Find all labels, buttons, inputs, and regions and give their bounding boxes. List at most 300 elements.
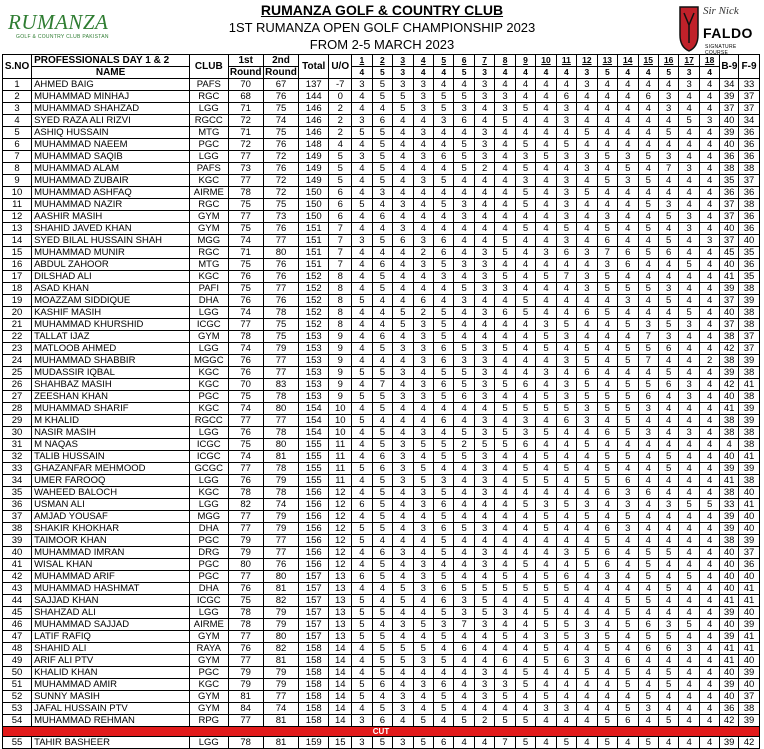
hole-score: 4	[393, 247, 413, 259]
table-row	[3, 343, 760, 355]
table-row	[3, 235, 760, 247]
hole-score: 4	[433, 427, 453, 439]
hole-score: 4	[454, 511, 474, 523]
table-row	[3, 307, 760, 319]
hole-score: 3	[474, 79, 494, 91]
round1-score: 78	[228, 487, 263, 499]
hole-score: 3	[658, 199, 678, 211]
hole-score: 6	[638, 619, 658, 631]
row-sno: 22	[3, 331, 32, 343]
hole-score: 4	[433, 127, 453, 139]
hole-par: 5	[372, 67, 392, 79]
hole-score: 3	[393, 737, 413, 749]
hole-score: 3	[474, 247, 494, 259]
table-row	[3, 91, 760, 103]
hole-score: 4	[536, 463, 556, 475]
player-club: KGC	[190, 679, 228, 691]
table-row	[3, 667, 760, 679]
hole-score: 5	[597, 271, 617, 283]
b9-score: 37	[720, 103, 739, 115]
hole-score: 6	[556, 655, 576, 667]
hole-score: 4	[699, 679, 719, 691]
player-club: GYM	[190, 691, 228, 703]
player-name: TAIMOOR KHAN	[32, 535, 190, 547]
round1-score: 82	[228, 499, 263, 511]
hole-score: 4	[658, 415, 678, 427]
hole-score: 3	[577, 631, 597, 643]
b9-score: 41	[720, 643, 739, 655]
hole-score: 4	[495, 211, 515, 223]
hole-score: 6	[638, 487, 658, 499]
row-sno: 17	[3, 271, 32, 283]
round2-score: 77	[263, 367, 298, 379]
b9-score: 35	[720, 175, 739, 187]
under-over: 12	[329, 511, 352, 523]
hole-score: 3	[536, 367, 556, 379]
under-over: 7	[329, 223, 352, 235]
hole-score: 4	[556, 163, 576, 175]
hole-score: 3	[413, 571, 433, 583]
round1-score: 77	[228, 319, 263, 331]
hole-score: 5	[352, 679, 372, 691]
hole-score: 5	[638, 631, 658, 643]
hole-score: 3	[413, 583, 433, 595]
hole-score: 3	[658, 499, 678, 511]
total-score: 156	[299, 499, 329, 511]
player-name: MUHAMMAD NAZIR	[32, 199, 190, 211]
hole-score: 4	[352, 559, 372, 571]
under-over: 8	[329, 307, 352, 319]
total-score: 156	[299, 559, 329, 571]
hole-score: 4	[638, 451, 658, 463]
hole-par: 4	[413, 67, 433, 79]
hole-score: 4	[515, 511, 535, 523]
hole-score: 4	[372, 307, 392, 319]
total-score: 152	[299, 319, 329, 331]
hole-score: 4	[638, 499, 658, 511]
row-sno: 11	[3, 199, 32, 211]
round1-score: 74	[228, 343, 263, 355]
hole-score: 6	[577, 307, 597, 319]
hole-score: 4	[352, 547, 372, 559]
hole-score: 6	[372, 451, 392, 463]
table-row	[3, 391, 760, 403]
hole-number: 14	[618, 55, 638, 67]
under-over: 2	[329, 103, 352, 115]
name-header: NAME	[32, 67, 190, 79]
f9-score: 37	[739, 103, 760, 115]
hole-score: 4	[372, 103, 392, 115]
b9-score: 42	[720, 343, 739, 355]
hole-score: 3	[454, 259, 474, 271]
hole-score: 3	[699, 235, 719, 247]
hole-score: 4	[393, 571, 413, 583]
player-club: RPG	[190, 715, 228, 727]
hole-score: 5	[352, 631, 372, 643]
hole-score: 4	[679, 367, 699, 379]
hole-score: 4	[658, 655, 678, 667]
hole-score: 5	[597, 535, 617, 547]
hole-score: 4	[699, 703, 719, 715]
hole-score: 4	[495, 547, 515, 559]
b9-score: 36	[720, 187, 739, 199]
hole-score: 4	[638, 271, 658, 283]
hole-score: 5	[413, 439, 433, 451]
hole-score: 6	[556, 91, 576, 103]
hole-score: 7	[597, 247, 617, 259]
hole-score: 5	[658, 631, 678, 643]
round2-score: 76	[263, 271, 298, 283]
hole-score: 4	[413, 403, 433, 415]
hole-score: 4	[618, 223, 638, 235]
hole-score: 4	[393, 715, 413, 727]
hole-score: 4	[638, 667, 658, 679]
hole-score: 4	[597, 199, 617, 211]
hole-score: 4	[679, 127, 699, 139]
hole-score: 4	[577, 643, 597, 655]
hole-score: 5	[577, 355, 597, 367]
hole-score: 5	[515, 103, 535, 115]
hole-score: 4	[618, 91, 638, 103]
hole-score: 5	[597, 151, 617, 163]
hole-score: 4	[679, 271, 699, 283]
round1-score: 76	[228, 583, 263, 595]
hole-score: 3	[454, 211, 474, 223]
under-over: 14	[329, 691, 352, 703]
hole-score: 4	[577, 223, 597, 235]
hole-score: 6	[638, 91, 658, 103]
hole-score: 4	[556, 715, 576, 727]
hole-score: 5	[638, 559, 658, 571]
player-club: KGC	[190, 379, 228, 391]
round2-score: 77	[263, 235, 298, 247]
player-club: PAFS	[190, 163, 228, 175]
hole-score: 4	[699, 331, 719, 343]
hole-score: 5	[618, 355, 638, 367]
hole-score: 4	[393, 331, 413, 343]
hole-score: 5	[393, 307, 413, 319]
hole-score: 4	[536, 559, 556, 571]
hole-score: 4	[638, 511, 658, 523]
hole-score: 4	[658, 403, 678, 415]
f9-score: 39	[739, 667, 760, 679]
hole-score: 6	[556, 415, 576, 427]
hole-score: 4	[577, 737, 597, 749]
hole-score: 5	[638, 151, 658, 163]
hole-score: 5	[515, 667, 535, 679]
hole-score: 6	[433, 415, 453, 427]
hole-score: 3	[433, 619, 453, 631]
hole-score: 4	[495, 199, 515, 211]
hole-score: 4	[495, 511, 515, 523]
round1-score: 72	[228, 115, 263, 127]
hole-score: 4	[474, 331, 494, 343]
hole-score: 4	[515, 703, 535, 715]
hole-score: 4	[393, 175, 413, 187]
hole-score: 4	[495, 175, 515, 187]
hole-score: 4	[515, 331, 535, 343]
hole-score: 5	[536, 655, 556, 667]
hole-score: 5	[433, 439, 453, 451]
hole-score: 5	[618, 427, 638, 439]
hole-score: 3	[679, 391, 699, 403]
hole-score: 5	[638, 343, 658, 355]
hole-score: 5	[536, 151, 556, 163]
hole-score: 3	[413, 319, 433, 331]
under-over: 9	[329, 355, 352, 367]
hole-score: 4	[413, 223, 433, 235]
b9-score: 38	[720, 427, 739, 439]
hole-score: 3	[413, 523, 433, 535]
hole-score: 7	[638, 355, 658, 367]
f9-score: 37	[739, 343, 760, 355]
hole-score: 4	[577, 115, 597, 127]
hole-score: 6	[433, 583, 453, 595]
hole-number: 17	[679, 55, 699, 67]
row-sno: 15	[3, 247, 32, 259]
player-club: DHA	[190, 523, 228, 535]
hole-score: 4	[699, 187, 719, 199]
hole-score: 4	[699, 415, 719, 427]
player-name: NASIR MASIH	[32, 427, 190, 439]
hole-score: 4	[413, 415, 433, 427]
hole-score: 5	[658, 319, 678, 331]
hole-score: 4	[474, 535, 494, 547]
hole-score: 3	[413, 655, 433, 667]
leaderboard-body	[3, 79, 760, 749]
b9-score: 40	[720, 571, 739, 583]
hole-score: 3	[413, 427, 433, 439]
hole-score: 5	[372, 91, 392, 103]
hole-score: 4	[372, 595, 392, 607]
hole-score: 4	[577, 703, 597, 715]
hole-score: 5	[536, 451, 556, 463]
total-score: 154	[299, 403, 329, 415]
hole-score: 5	[352, 391, 372, 403]
hole-score: 5	[577, 127, 597, 139]
hole-score: 5	[352, 199, 372, 211]
f9-score: 35	[739, 247, 760, 259]
hole-score: 3	[454, 355, 474, 367]
b9-score: 38	[720, 415, 739, 427]
round2-score: 82	[263, 595, 298, 607]
hole-number: 3	[393, 55, 413, 67]
row-sno: 38	[3, 523, 32, 535]
b9-score: 40	[720, 307, 739, 319]
f9-score: 36	[739, 127, 760, 139]
round1-score: 75	[228, 439, 263, 451]
player-name: MUHAMMAD HASHMAT	[32, 583, 190, 595]
round1-score: 70	[228, 379, 263, 391]
total-score: 155	[299, 451, 329, 463]
total-score: 150	[299, 211, 329, 223]
hole-score: 4	[658, 691, 678, 703]
player-club: GYM	[190, 331, 228, 343]
hole-score: 4	[474, 187, 494, 199]
round1-score: 73	[228, 163, 263, 175]
hole-score: 6	[393, 235, 413, 247]
hole-score: 4	[556, 559, 576, 571]
round2-score: 79	[263, 607, 298, 619]
hole-score: 4	[699, 247, 719, 259]
hole-score: 4	[393, 295, 413, 307]
hole-score: 4	[699, 475, 719, 487]
under-over: 13	[329, 571, 352, 583]
cut-label: CUT	[3, 727, 760, 737]
table-row	[3, 643, 760, 655]
player-club: LGG	[190, 343, 228, 355]
hole-score: 4	[638, 715, 658, 727]
round1-score: 76	[228, 271, 263, 283]
hole-score: 4	[577, 139, 597, 151]
b9-score: 40	[720, 115, 739, 127]
hole-score: 5	[515, 559, 535, 571]
hole-score: 3	[536, 499, 556, 511]
hole-score: 6	[618, 247, 638, 259]
player-name: ASHIQ HUSSAIN	[32, 127, 190, 139]
hole-score: 4	[352, 259, 372, 271]
hole-number: 4	[413, 55, 433, 67]
hole-score: 5	[372, 571, 392, 583]
rumanza-logo-subtext: GOLF & COUNTRY CLUB PAKISTAN	[16, 34, 109, 40]
hole-score: 3	[618, 175, 638, 187]
under-over: 12	[329, 499, 352, 511]
under-over: 5	[329, 163, 352, 175]
hole-score: 5	[393, 583, 413, 595]
hole-score: 4	[679, 355, 699, 367]
under-over: 14	[329, 715, 352, 727]
under-over: 6	[329, 211, 352, 223]
total-score: 153	[299, 391, 329, 403]
round1-score: 84	[228, 703, 263, 715]
f9-score: 38	[739, 199, 760, 211]
f9-score: 41	[739, 643, 760, 655]
hole-score: 5	[495, 715, 515, 727]
round2-score: 72	[263, 175, 298, 187]
hole-score: 6	[372, 463, 392, 475]
hole-score: 4	[658, 307, 678, 319]
total-score: 155	[299, 475, 329, 487]
hole-score: 4	[577, 451, 597, 463]
hole-score: 4	[556, 295, 576, 307]
hole-score: 4	[699, 199, 719, 211]
hole-score: 4	[454, 223, 474, 235]
category-header: PROFESSIONALS DAY 1 & 2	[32, 55, 190, 67]
hole-score: 4	[638, 259, 658, 271]
hole-score: 5	[433, 199, 453, 211]
hole-score: 4	[597, 115, 617, 127]
hole-score: 7	[454, 619, 474, 631]
total-score: 153	[299, 379, 329, 391]
round1-score: 80	[228, 559, 263, 571]
hole-score: 3	[577, 271, 597, 283]
round2-score: 67	[263, 79, 298, 91]
hole-score: 3	[658, 619, 678, 631]
hole-score: 5	[352, 535, 372, 547]
hole-score: 4	[515, 343, 535, 355]
f9-score: 40	[739, 511, 760, 523]
hole-score: 5	[352, 367, 372, 379]
row-sno: 34	[3, 475, 32, 487]
player-club: GCGC	[190, 463, 228, 475]
hole-score: 4	[618, 139, 638, 151]
hole-score: 4	[352, 91, 372, 103]
hole-score: 3	[679, 379, 699, 391]
hole-score: 4	[536, 103, 556, 115]
b9-score: 39	[720, 91, 739, 103]
player-name: MUHAMMAD KHURSHID	[32, 319, 190, 331]
hole-score: 6	[638, 643, 658, 655]
hole-number: 6	[454, 55, 474, 67]
hole-score: 4	[393, 151, 413, 163]
hole-score: 4	[352, 379, 372, 391]
hole-score: 5	[372, 511, 392, 523]
hole-score: 4	[536, 235, 556, 247]
hole-score: 3	[577, 247, 597, 259]
hole-score: 4	[536, 223, 556, 235]
round1-score: 77	[228, 631, 263, 643]
b9-score: 42	[720, 379, 739, 391]
hole-score: 4	[699, 151, 719, 163]
hole-score: 4	[658, 439, 678, 451]
round2-score: 79	[263, 523, 298, 535]
hole-score: 5	[352, 691, 372, 703]
round2-score: 78	[263, 427, 298, 439]
hole-score: 4	[515, 487, 535, 499]
hole-score: 4	[495, 475, 515, 487]
hole-score: 3	[556, 103, 576, 115]
hole-score: 4	[495, 151, 515, 163]
hole-score: 5	[495, 115, 515, 127]
hole-score: 4	[638, 583, 658, 595]
player-name: MOAZZAM SIDDIQUE	[32, 295, 190, 307]
hole-score: 4	[638, 655, 658, 667]
row-sno: 8	[3, 163, 32, 175]
total-score: 158	[299, 655, 329, 667]
row-sno: 28	[3, 403, 32, 415]
hole-par: 4	[495, 67, 515, 79]
hole-score: 3	[556, 151, 576, 163]
hole-score: 4	[454, 403, 474, 415]
hole-score: 4	[536, 79, 556, 91]
hole-score: 4	[699, 523, 719, 535]
hole-score: 5	[618, 415, 638, 427]
hole-score: 4	[556, 679, 576, 691]
hole-score: 3	[393, 703, 413, 715]
total-score: 158	[299, 643, 329, 655]
hole-score: 5	[352, 607, 372, 619]
hole-score: 4	[433, 667, 453, 679]
hole-score: 5	[638, 547, 658, 559]
hole-score: 4	[679, 175, 699, 187]
round1-score: 77	[228, 211, 263, 223]
hole-score: 4	[536, 163, 556, 175]
hole-score: 6	[433, 679, 453, 691]
hole-score: 3	[474, 379, 494, 391]
hole-score: 3	[393, 463, 413, 475]
hole-score: 4	[495, 187, 515, 199]
f9-score: 38	[739, 367, 760, 379]
round2-score: 79	[263, 619, 298, 631]
hole-score: 4	[556, 667, 576, 679]
hole-score: 5	[433, 571, 453, 583]
hole-score: 4	[679, 235, 699, 247]
under-over: 11	[329, 439, 352, 451]
round1-score: 81	[228, 691, 263, 703]
hole-score: 5	[658, 679, 678, 691]
hole-score: 4	[433, 295, 453, 307]
hole-score: 4	[454, 571, 474, 583]
